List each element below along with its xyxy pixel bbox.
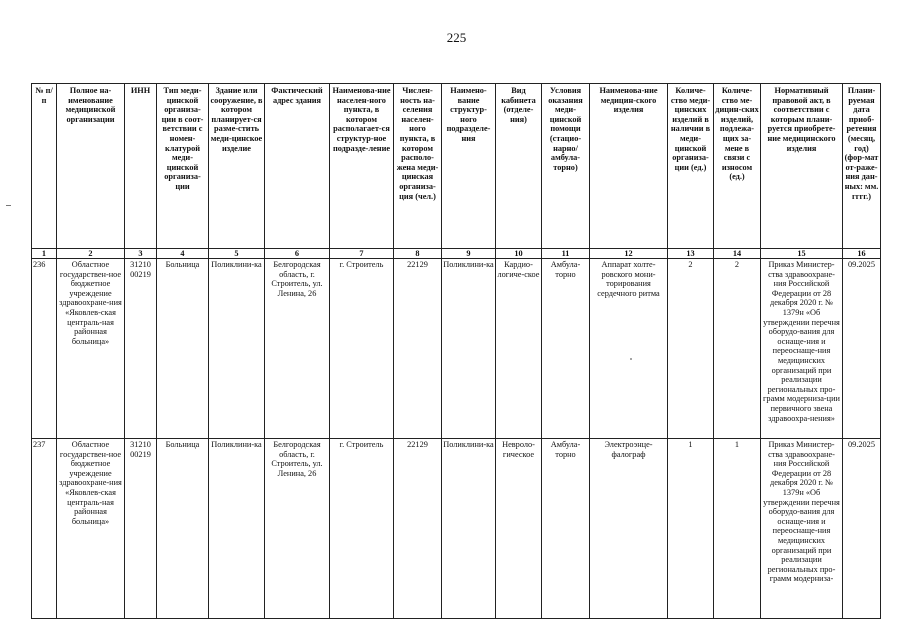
cell-inn: 31210 00219 bbox=[125, 439, 157, 619]
cell-building: Поликлини-ка bbox=[209, 439, 265, 619]
cell-qty-have: 2 bbox=[668, 259, 714, 439]
column-number: 13 bbox=[668, 249, 714, 259]
column-number: 14 bbox=[714, 249, 761, 259]
header-conditions: Условия оказания меди-цинской помощи (стацио-нарно/ амбула-торно) bbox=[542, 84, 590, 249]
cell-address: Белгородская область, г. Строитель, ул. Ленина, 26 bbox=[265, 439, 330, 619]
scan-artifact bbox=[6, 205, 11, 206]
header-num: № п/п bbox=[32, 84, 57, 249]
header-cabinet: Вид кабинета (отделе-ния) bbox=[496, 84, 542, 249]
column-number: 2 bbox=[57, 249, 125, 259]
header-planned-date: Плани-руемая дата приоб-ретения (месяц, год) (фор-мат от-раже-ния дан-ных: мм. гггг.) bbox=[843, 84, 881, 249]
table-row bbox=[32, 439, 881, 619]
header-org-name: Полное на-именование медицинской организации bbox=[57, 84, 125, 249]
header-org-type: Тип меди-цинской организа-ции в соот-ветствии с номен-клатурой меди-цинской организа-ции bbox=[157, 84, 209, 249]
cell-legal-act: Приказ Министер-ства здравоохране-ния Российской Федерации от 28 декабря 2020 г. № 1379н «Об утверждении перечня оборудо-вания для оснаще-ния и переоснаще-ния медицинских организаций при реализации региональных про-грамм модерниза-ции первичного звена здравоохра-нения» bbox=[761, 259, 843, 439]
cell-building: Поликлини-ка bbox=[209, 259, 265, 439]
cell-address: Белгородская область, г. Строитель, ул. Ленина, 26 bbox=[265, 259, 330, 439]
cell-org-type: Больница bbox=[157, 259, 209, 439]
cell-num: 236 bbox=[32, 259, 57, 439]
header-row bbox=[32, 84, 881, 249]
column-number: 12 bbox=[590, 249, 668, 259]
cell-org-type: Больница bbox=[157, 439, 209, 619]
column-number: 10 bbox=[496, 249, 542, 259]
cell-planned-date: 09.2025 bbox=[843, 439, 881, 619]
column-number: 11 bbox=[542, 249, 590, 259]
header-population: Числен-ность на-селения населен-ного пункта, в котором располо-жена меди-цинская организа-ция (чел.) bbox=[394, 84, 442, 249]
header-unit: Наимено-вание структур-ного подразделе-ния bbox=[442, 84, 496, 249]
column-number: 8 bbox=[394, 249, 442, 259]
cell-org-name: Областное государствен-ное бюджетное учреждение здравоохране-ния «Яковлев-ская централь-ная районная больница» bbox=[57, 439, 125, 619]
page-number: 225 bbox=[446, 30, 467, 45]
cell-unit: Поликлини-ка bbox=[442, 259, 496, 439]
header-building: Здание или сооружение, в котором планирует-ся разме-стить меди-цинское изделие bbox=[209, 84, 265, 249]
column-number: 9 bbox=[442, 249, 496, 259]
cell-cabinet: Кардио-логиче-ское bbox=[496, 259, 542, 439]
cell-num: 237 bbox=[32, 439, 57, 619]
medical-devices-table bbox=[31, 83, 881, 619]
cell-qty-have: 1 bbox=[668, 439, 714, 619]
column-number: 15 bbox=[761, 249, 843, 259]
header-qty-have: Количе-ство меди-цинских изделий в наличии в меди-цинской организа-ции (ед.) bbox=[668, 84, 714, 249]
cell-device: Электроэнце-фалограф bbox=[590, 439, 668, 619]
header-qty-replace: Количе-ство ме-дицин-ских изделий, подлежа-щих за-мене в связи с износом (ед.) bbox=[714, 84, 761, 249]
cell-conditions: Амбула-торно bbox=[542, 259, 590, 439]
header-legal-act: Нормативный правовой акт, в соответствии с которым плани-руется приобрете-ние медицинского изделия bbox=[761, 84, 843, 249]
column-number: 5 bbox=[209, 249, 265, 259]
cell-inn: 31210 00219 bbox=[125, 259, 157, 439]
column-number: 16 bbox=[843, 249, 881, 259]
cell-unit: Поликлини-ка bbox=[442, 439, 496, 619]
cell-qty-replace: 1 bbox=[714, 439, 761, 619]
header-device: Наименова-ние медицин-ского изделия bbox=[590, 84, 668, 249]
column-numbers-row bbox=[32, 249, 881, 259]
column-number: 4 bbox=[157, 249, 209, 259]
cell-planned-date: 09.2025 bbox=[843, 259, 881, 439]
cell-population: 22129 bbox=[394, 259, 442, 439]
cell-org-name: Областное государствен-ное бюджетное учреждение здравоохране-ния «Яковлев-ская централь-ная районная больница» bbox=[57, 259, 125, 439]
header-address: Фактический адрес здания bbox=[265, 84, 330, 249]
header-inn: ИНН bbox=[125, 84, 157, 249]
cell-device: Аппарат холте-ровского мони-торирования сердечного ритма bbox=[590, 259, 668, 439]
column-number: 7 bbox=[330, 249, 394, 259]
column-number: 6 bbox=[265, 249, 330, 259]
cell-cabinet: Невроло-гическое bbox=[496, 439, 542, 619]
cell-population: 22129 bbox=[394, 439, 442, 619]
column-number: 3 bbox=[125, 249, 157, 259]
header-settlement: Наименова-ние населен-ного пункта, в котором располагает-ся структур-ное подразде-ление bbox=[330, 84, 394, 249]
cell-legal-act: Приказ Министер-ства здравоохране-ния Российской Федерации от 28 декабря 2020 г. № 1379н «Об утверждении перечня оборудо-вания для оснаще-ния и переоснаще-ния медицинских организаций при реализации региональных про-грамм модерниза- bbox=[761, 439, 843, 619]
table-row bbox=[32, 259, 881, 439]
cell-conditions: Амбула-торно bbox=[542, 439, 590, 619]
cell-qty-replace: 2 bbox=[714, 259, 761, 439]
cell-settlement: г. Строитель bbox=[330, 259, 394, 439]
cell-settlement: г. Строитель bbox=[330, 439, 394, 619]
column-number: 1 bbox=[32, 249, 57, 259]
